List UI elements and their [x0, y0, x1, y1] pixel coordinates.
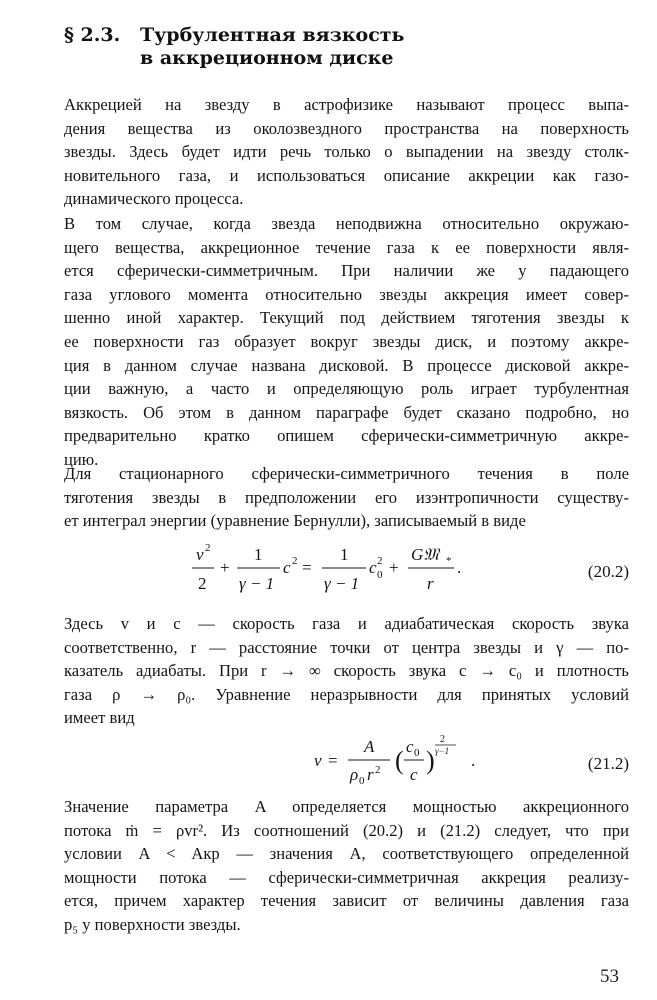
svg-text:0: 0 [377, 569, 383, 581]
svg-text:2: 2 [375, 764, 381, 776]
text-line: щего вещества, аккреционное течение газа к ее поверхности явля- [64, 237, 629, 257]
section-title-line-2: в аккреционном диске [140, 47, 394, 69]
svg-text:1: 1 [340, 545, 349, 564]
svg-text:γ−1: γ−1 [435, 746, 450, 756]
paragraph-bernoulli-intro [64, 462, 629, 533]
svg-text:=: = [302, 558, 312, 577]
text-line: p₅ у поверхности звезды. [64, 914, 241, 934]
paragraph-accretion-definition [64, 93, 629, 211]
text-line: шенно иной характер. Текущий под действием тяготения звезды к [64, 308, 629, 328]
svg-text:c: c [283, 558, 291, 577]
svg-text:r: r [367, 765, 374, 784]
text-line: условии A < Aкр — значения A, соответствующего определенной [64, 844, 629, 864]
page-number: 53 [600, 966, 619, 987]
section-number: § 2.3. [64, 24, 121, 46]
paragraph-parameter-a [64, 795, 629, 937]
text-line: газа углового момента относительно звезды аккреция имеет совер- [64, 284, 629, 304]
text-line: газа ρ → ρ₀. Уравнение неразрывности для принятых условий [64, 684, 629, 704]
text-line: потока ṁ = ρvr². Из соотношений (20.2) и (21.2) следует, что при [64, 820, 629, 840]
svg-text:γ − 1: γ − 1 [239, 574, 275, 593]
svg-text:.: . [457, 558, 462, 577]
svg-text:2: 2 [292, 555, 298, 567]
text-line: ее поверхности газ образует вокруг звезды диск, и поэтому аккре- [64, 331, 629, 351]
text-line: В том случае, когда звезда неподвижна относительно окружаю- [64, 214, 629, 233]
text-line: предварительно кратко опишем сферически-симметричную аккре- [64, 426, 629, 446]
paragraph-notation [64, 612, 629, 730]
text-line: имеет вид [64, 708, 135, 728]
text-line: вязкость. Об этом в данном параграфе будет сказано подробно, но [64, 402, 629, 422]
text-line: мощности потока — сферически-симметричная аккреция реализу- [64, 867, 629, 887]
svg-text:v: v [196, 545, 204, 564]
svg-text:1: 1 [254, 545, 263, 564]
text-line: казатель адиабаты. При r → ∞ скорость звука c → c₀ и плотность [64, 661, 629, 681]
svg-text:=: = [328, 751, 338, 770]
svg-text:2: 2 [198, 574, 207, 593]
svg-text:2: 2 [205, 542, 211, 554]
text-line: Для стационарного сферически-симметричного течения в поле [64, 464, 629, 483]
svg-text:ρ: ρ [350, 765, 359, 784]
text-line: новительного газа, и использоваться описание аккреции как газо- [64, 165, 629, 185]
text-line: звезды. Здесь будет идти речь только о выпадении на звезду столк- [64, 142, 629, 162]
svg-text:2: 2 [440, 734, 445, 745]
text-line: Значение параметра A определяется мощностью аккреционного [64, 797, 629, 816]
svg-text:c: c [410, 765, 418, 784]
equation-20-2 [64, 540, 629, 610]
svg-text:2: 2 [377, 555, 383, 567]
text-line: дения вещества из околозвездного пространства на поверхность [64, 118, 629, 138]
svg-text:(: ( [395, 746, 404, 775]
svg-text:+: + [389, 558, 399, 577]
svg-text:v: v [314, 751, 322, 770]
section-title-line-1: Турбулентная вязкость [140, 24, 405, 46]
svg-text:G𝔐: G𝔐 [411, 545, 439, 564]
text-line: ет интеграл энергии (уравнение Бернулли), записываемый в виде [64, 511, 526, 531]
svg-text:r: r [427, 574, 434, 593]
svg-text:0: 0 [359, 775, 365, 787]
equation-21-2 [64, 732, 629, 792]
text-line: динамического процесса. [64, 189, 244, 209]
section-heading [64, 24, 404, 70]
paragraph-disk-accretion [64, 212, 629, 472]
svg-text:c: c [369, 558, 377, 577]
svg-text:c: c [406, 737, 414, 756]
text-line: цию. [64, 449, 99, 469]
text-line: тяготения звезды в предположении его изэнтропичности существу- [64, 487, 629, 507]
text-line: ется сферически-симметричным. При наличии же у падающего [64, 261, 629, 281]
equation-number: (20.2) [587, 562, 629, 581]
svg-text:*: * [446, 555, 452, 567]
text-line: Аккрецией на звезду в астрофизике называют процесс выпа- [64, 95, 629, 114]
text-line: ции важную, а часто и определяющую роль играет турбулентная [64, 379, 629, 399]
text-line: ется, причем характер течения зависит от величины давления газа [64, 891, 629, 911]
svg-text:+: + [220, 558, 230, 577]
equation-20-2-formula [184, 540, 657, 610]
text-line: ция в данном случае названа дисковой. В процессе дисковой аккре- [64, 355, 629, 375]
equation-number: (21.2) [587, 754, 629, 773]
svg-text:): ) [426, 746, 435, 775]
text-line: Здесь v и c — скорость газа и адиабатическая скорость звука [64, 614, 629, 633]
svg-text:0: 0 [414, 747, 420, 759]
svg-text:A: A [364, 737, 375, 756]
svg-text:.: . [471, 751, 476, 770]
text-line: соответственно, r — расстояние точки от центра звезды и γ — по- [64, 637, 629, 657]
svg-text:γ − 1: γ − 1 [324, 574, 360, 593]
